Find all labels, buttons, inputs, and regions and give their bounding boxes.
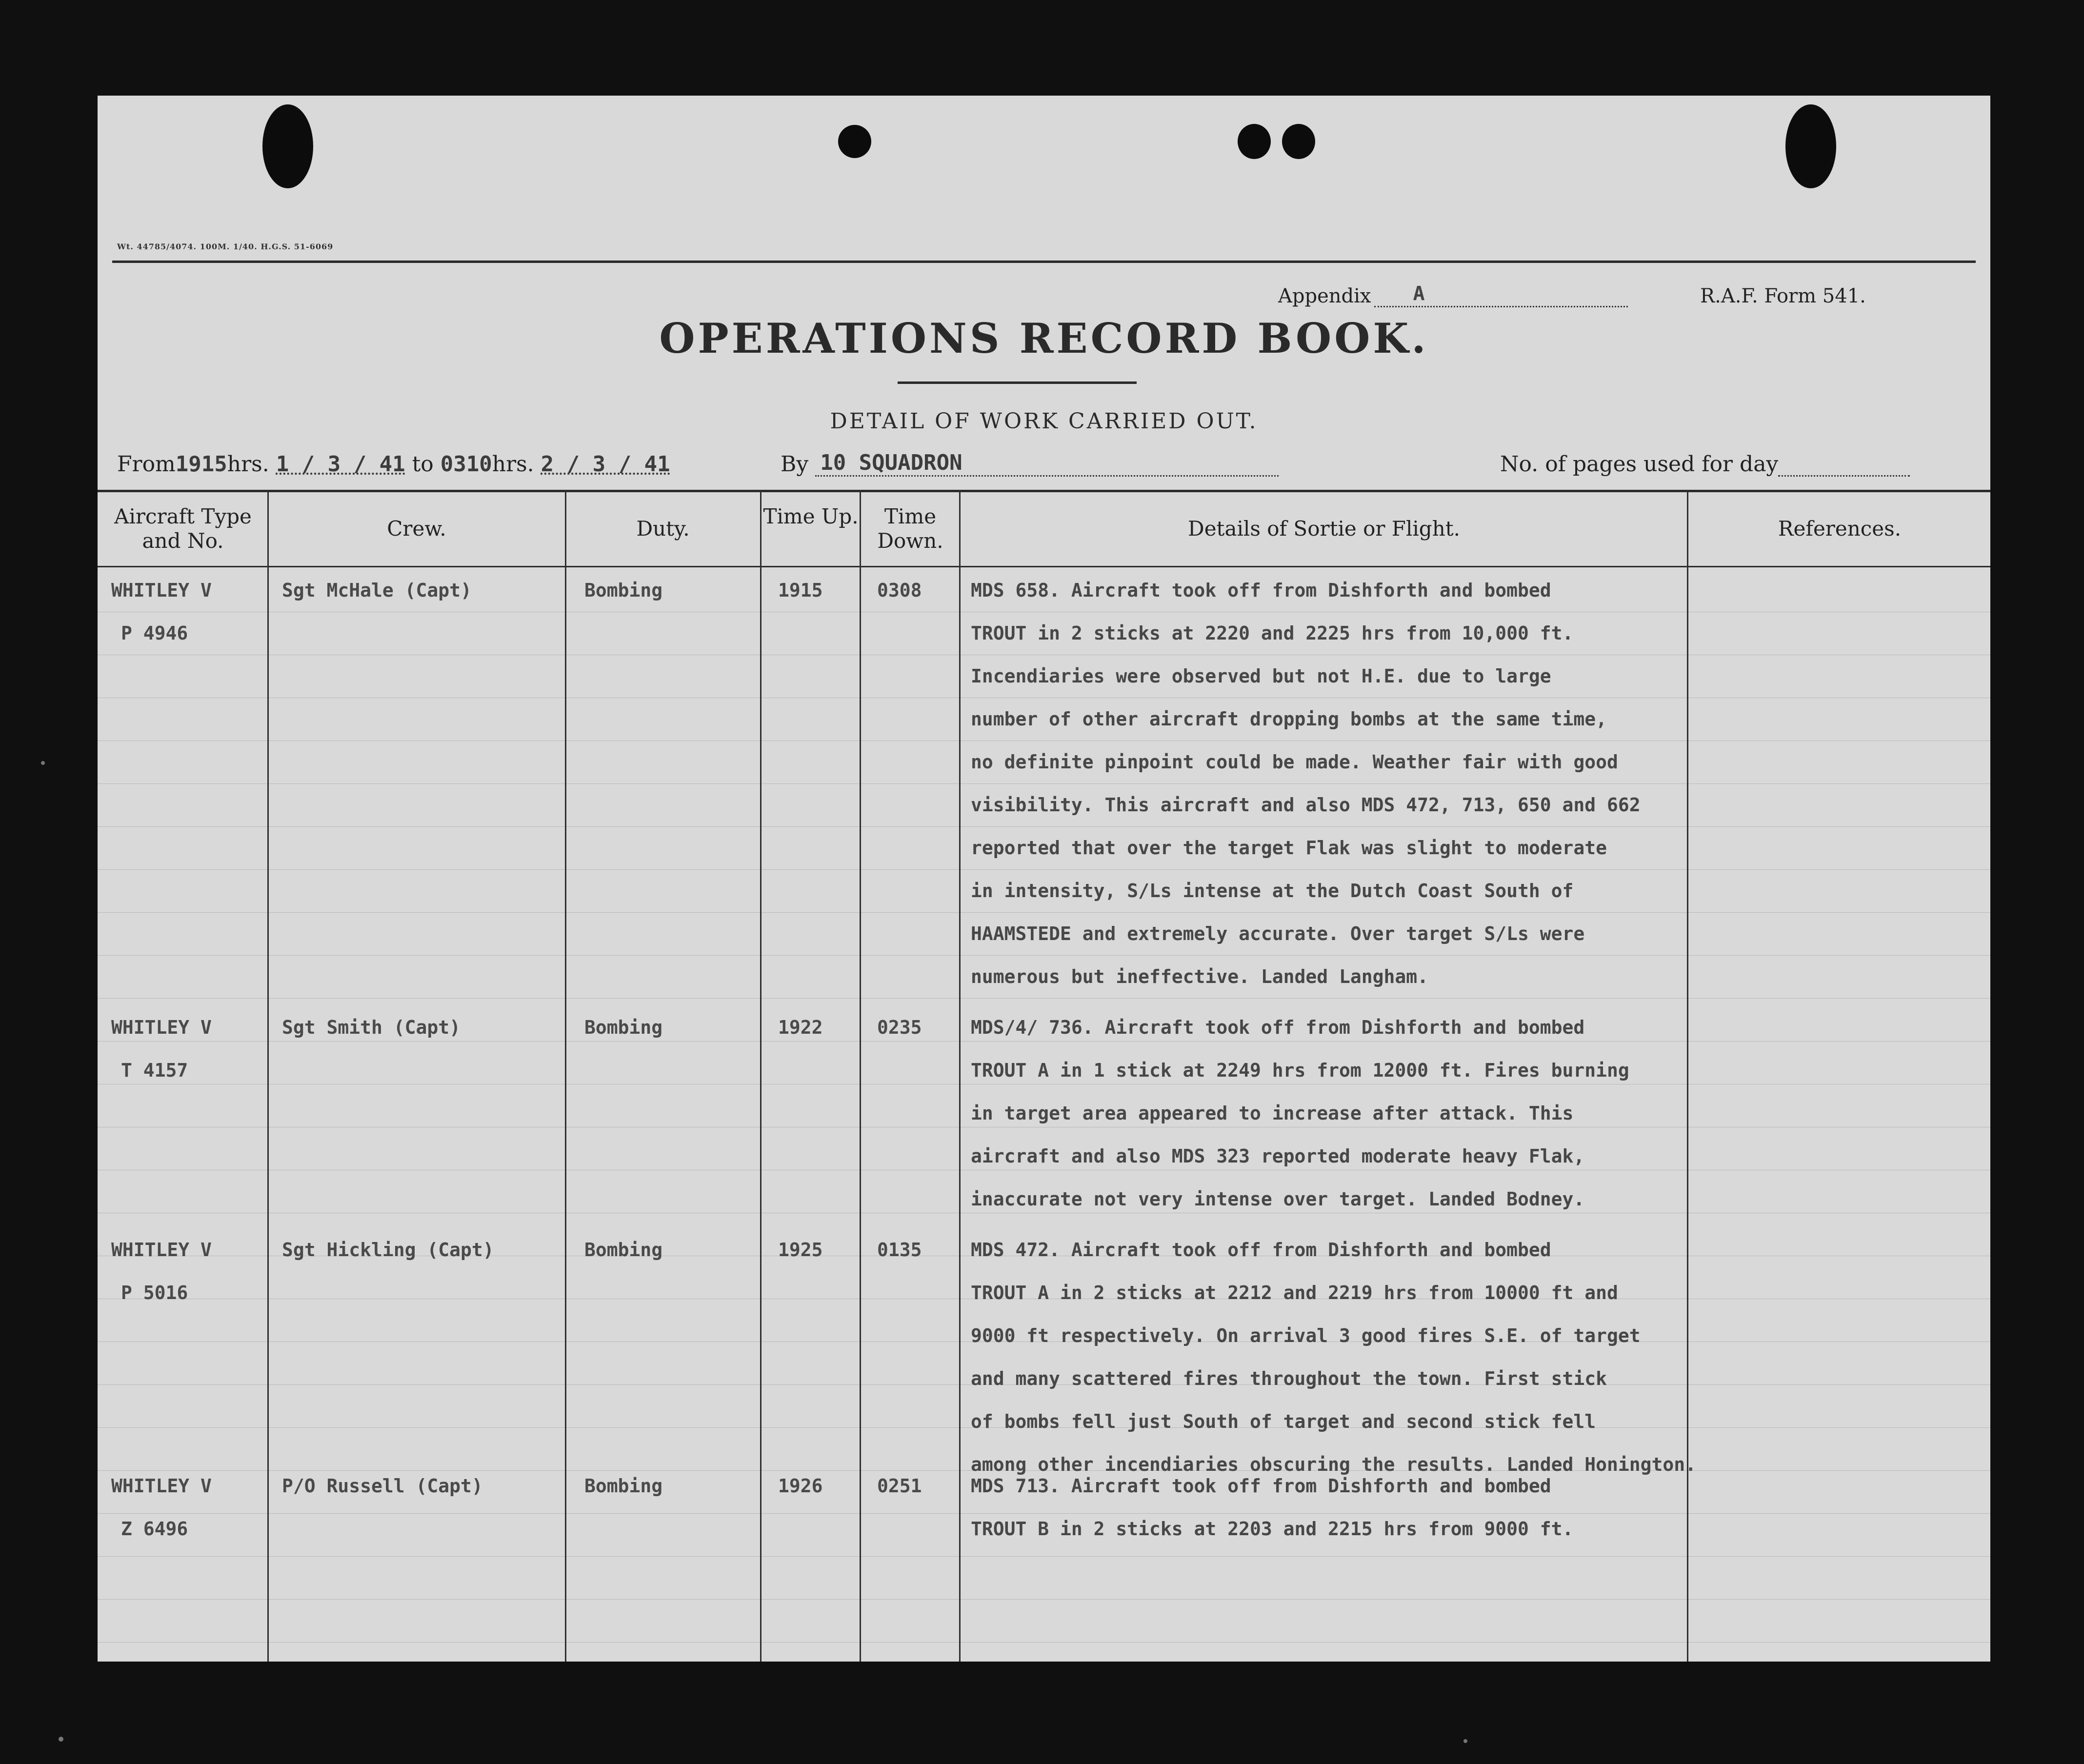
time-up: 1926 bbox=[778, 1475, 823, 1497]
punch-hole bbox=[1238, 124, 1271, 159]
detail-line: no definite pinpoint could be made. Weather fair with good bbox=[971, 751, 1618, 773]
crew-name: Sgt Hickling (Capt) bbox=[282, 1239, 494, 1261]
aircraft-number: P 5016 bbox=[121, 1282, 188, 1303]
duty: Bombing bbox=[584, 1239, 663, 1261]
hrs-label: hrs. bbox=[227, 452, 269, 477]
crew-name: Sgt McHale (Capt) bbox=[282, 580, 472, 601]
punch-hole bbox=[1785, 104, 1836, 188]
header-time-up: Time Up. bbox=[763, 504, 859, 528]
header-crew: Crew. bbox=[387, 517, 446, 541]
column-divider bbox=[860, 490, 861, 1662]
by-value: 10 SQUADRON bbox=[820, 450, 962, 475]
aircraft-number: T 4157 bbox=[121, 1060, 188, 1081]
detail-line: and many scattered fires throughout the town. First stick bbox=[971, 1368, 1607, 1389]
print-reference: Wt. 44785/4074. 100M. 1/40. H.G.S. 51-6069 bbox=[117, 242, 334, 251]
appendix-label: Appendix bbox=[1278, 285, 1371, 307]
detail-line: of bombs fell just South of target and second stick fell bbox=[971, 1411, 1596, 1432]
header-time-down: Time Down. bbox=[877, 504, 943, 553]
column-divider bbox=[959, 490, 961, 1662]
detail-line: in intensity, S/Ls intense at the Dutch Coast South of bbox=[971, 880, 1574, 902]
aircraft-type: WHITLEY V bbox=[111, 1239, 212, 1261]
pages-label: No. of pages used for day bbox=[1500, 452, 1779, 477]
header-duty: Duty. bbox=[636, 517, 690, 541]
ruled-line bbox=[98, 1556, 1990, 1557]
to-label: to bbox=[412, 452, 434, 477]
table-top-rule bbox=[98, 490, 1990, 492]
time-up: 1915 bbox=[778, 580, 823, 601]
detail-line: MDS 658. Aircraft took off from Dishforth and bombed bbox=[971, 580, 1551, 601]
detail-line: HAAMSTEDE and extremely accurate. Over target S/Ls were bbox=[971, 923, 1585, 944]
aircraft-number: Z 6496 bbox=[121, 1518, 188, 1540]
time-down: 0235 bbox=[877, 1017, 922, 1038]
aircraft-type: WHITLEY V bbox=[111, 580, 212, 601]
hrs-label-2: hrs. bbox=[492, 452, 534, 477]
time-up: 1922 bbox=[778, 1017, 823, 1038]
header-references: References. bbox=[1778, 517, 1902, 541]
punch-hole bbox=[1282, 124, 1315, 159]
to-date: 2 / 3 / 41 bbox=[541, 452, 670, 477]
by-label: By bbox=[781, 452, 809, 477]
to-time: 0310 bbox=[440, 452, 492, 477]
detail-line: TROUT A in 1 stick at 2249 hrs from 12000 ft. Fires burning bbox=[971, 1060, 1629, 1081]
time-down: 0308 bbox=[877, 580, 922, 601]
duty: Bombing bbox=[584, 1017, 663, 1038]
from-label: From bbox=[117, 452, 176, 477]
page-subtitle: DETAIL OF WORK CARRIED OUT. bbox=[830, 409, 1258, 434]
appendix-value: A bbox=[1413, 282, 1425, 305]
header-details: Details of Sortie or Flight. bbox=[1188, 517, 1460, 541]
duty: Bombing bbox=[584, 1475, 663, 1497]
dust-speck bbox=[41, 761, 45, 765]
ruled-line bbox=[98, 998, 1990, 999]
sortie-table bbox=[98, 490, 1990, 1662]
detail-line: inaccurate not very intense over target. Landed Bodney. bbox=[971, 1188, 1585, 1210]
crew-name: P/O Russell (Capt) bbox=[282, 1475, 483, 1497]
form-number: R.A.F. Form 541. bbox=[1700, 285, 1866, 307]
period-field bbox=[117, 452, 670, 477]
ruled-line bbox=[98, 1642, 1990, 1643]
punch-hole bbox=[262, 104, 313, 188]
title-underline bbox=[898, 381, 1137, 384]
aircraft-type: WHITLEY V bbox=[111, 1475, 212, 1497]
column-divider bbox=[565, 490, 566, 1662]
detail-line: MDS 472. Aircraft took off from Dishforth and bombed bbox=[971, 1239, 1551, 1261]
top-rule bbox=[112, 261, 1976, 263]
header-bottom-rule bbox=[98, 566, 1990, 567]
column-divider bbox=[760, 490, 761, 1662]
header-aircraft: Aircraft Type and No. bbox=[114, 504, 252, 553]
column-divider bbox=[267, 490, 269, 1662]
detail-line: visibility. This aircraft and also MDS 472, 713, 650 and 662 bbox=[971, 794, 1641, 816]
by-field bbox=[781, 452, 1279, 477]
detail-line: MDS/4/ 736. Aircraft took off from Dishforth and bombed bbox=[971, 1017, 1585, 1038]
time-down: 0251 bbox=[877, 1475, 922, 1497]
record-sheet bbox=[98, 96, 1990, 1662]
detail-line: TROUT B in 2 sticks at 2203 and 2215 hrs from 9000 ft. bbox=[971, 1518, 1574, 1540]
detail-line: numerous but ineffective. Landed Langham. bbox=[971, 966, 1428, 987]
detail-line: number of other aircraft dropping bombs at the same time, bbox=[971, 708, 1607, 730]
page-title: OPERATIONS RECORD BOOK. bbox=[659, 314, 1429, 362]
punch-hole bbox=[838, 125, 871, 158]
time-down: 0135 bbox=[877, 1239, 922, 1261]
crew-name: Sgt Smith (Capt) bbox=[282, 1017, 461, 1038]
dust-speck bbox=[59, 1737, 63, 1742]
detail-line: MDS 713. Aircraft took off from Dishforth and bombed bbox=[971, 1475, 1551, 1497]
detail-line: in target area appeared to increase after attack. This bbox=[971, 1102, 1574, 1124]
detail-line: 9000 ft respectively. On arrival 3 good fires S.E. of target bbox=[971, 1325, 1641, 1346]
detail-line: TROUT A in 2 sticks at 2212 and 2219 hrs from 10000 ft and bbox=[971, 1282, 1618, 1303]
duty: Bombing bbox=[584, 580, 663, 601]
from-date: 1 / 3 / 41 bbox=[276, 452, 405, 477]
detail-line: aircraft and also MDS 323 reported moderate heavy Flak, bbox=[971, 1145, 1585, 1167]
time-up: 1925 bbox=[778, 1239, 823, 1261]
appendix-field bbox=[1278, 282, 1628, 307]
detail-line: Incendiaries were observed but not H.E. due to large bbox=[971, 665, 1551, 687]
detail-line: TROUT in 2 sticks at 2220 and 2225 hrs from 10,000 ft. bbox=[971, 622, 1574, 644]
ruled-line bbox=[98, 1599, 1990, 1600]
detail-line: among other incendiaries obscuring the results. Landed Honington. bbox=[971, 1454, 1697, 1475]
dust-speck bbox=[1463, 1739, 1467, 1743]
aircraft-type: WHITLEY V bbox=[111, 1017, 212, 1038]
from-time: 1915 bbox=[175, 452, 227, 477]
aircraft-number: P 4946 bbox=[121, 622, 188, 644]
detail-line: reported that over the target Flak was slight to moderate bbox=[971, 837, 1607, 859]
pages-field bbox=[1500, 452, 1910, 477]
